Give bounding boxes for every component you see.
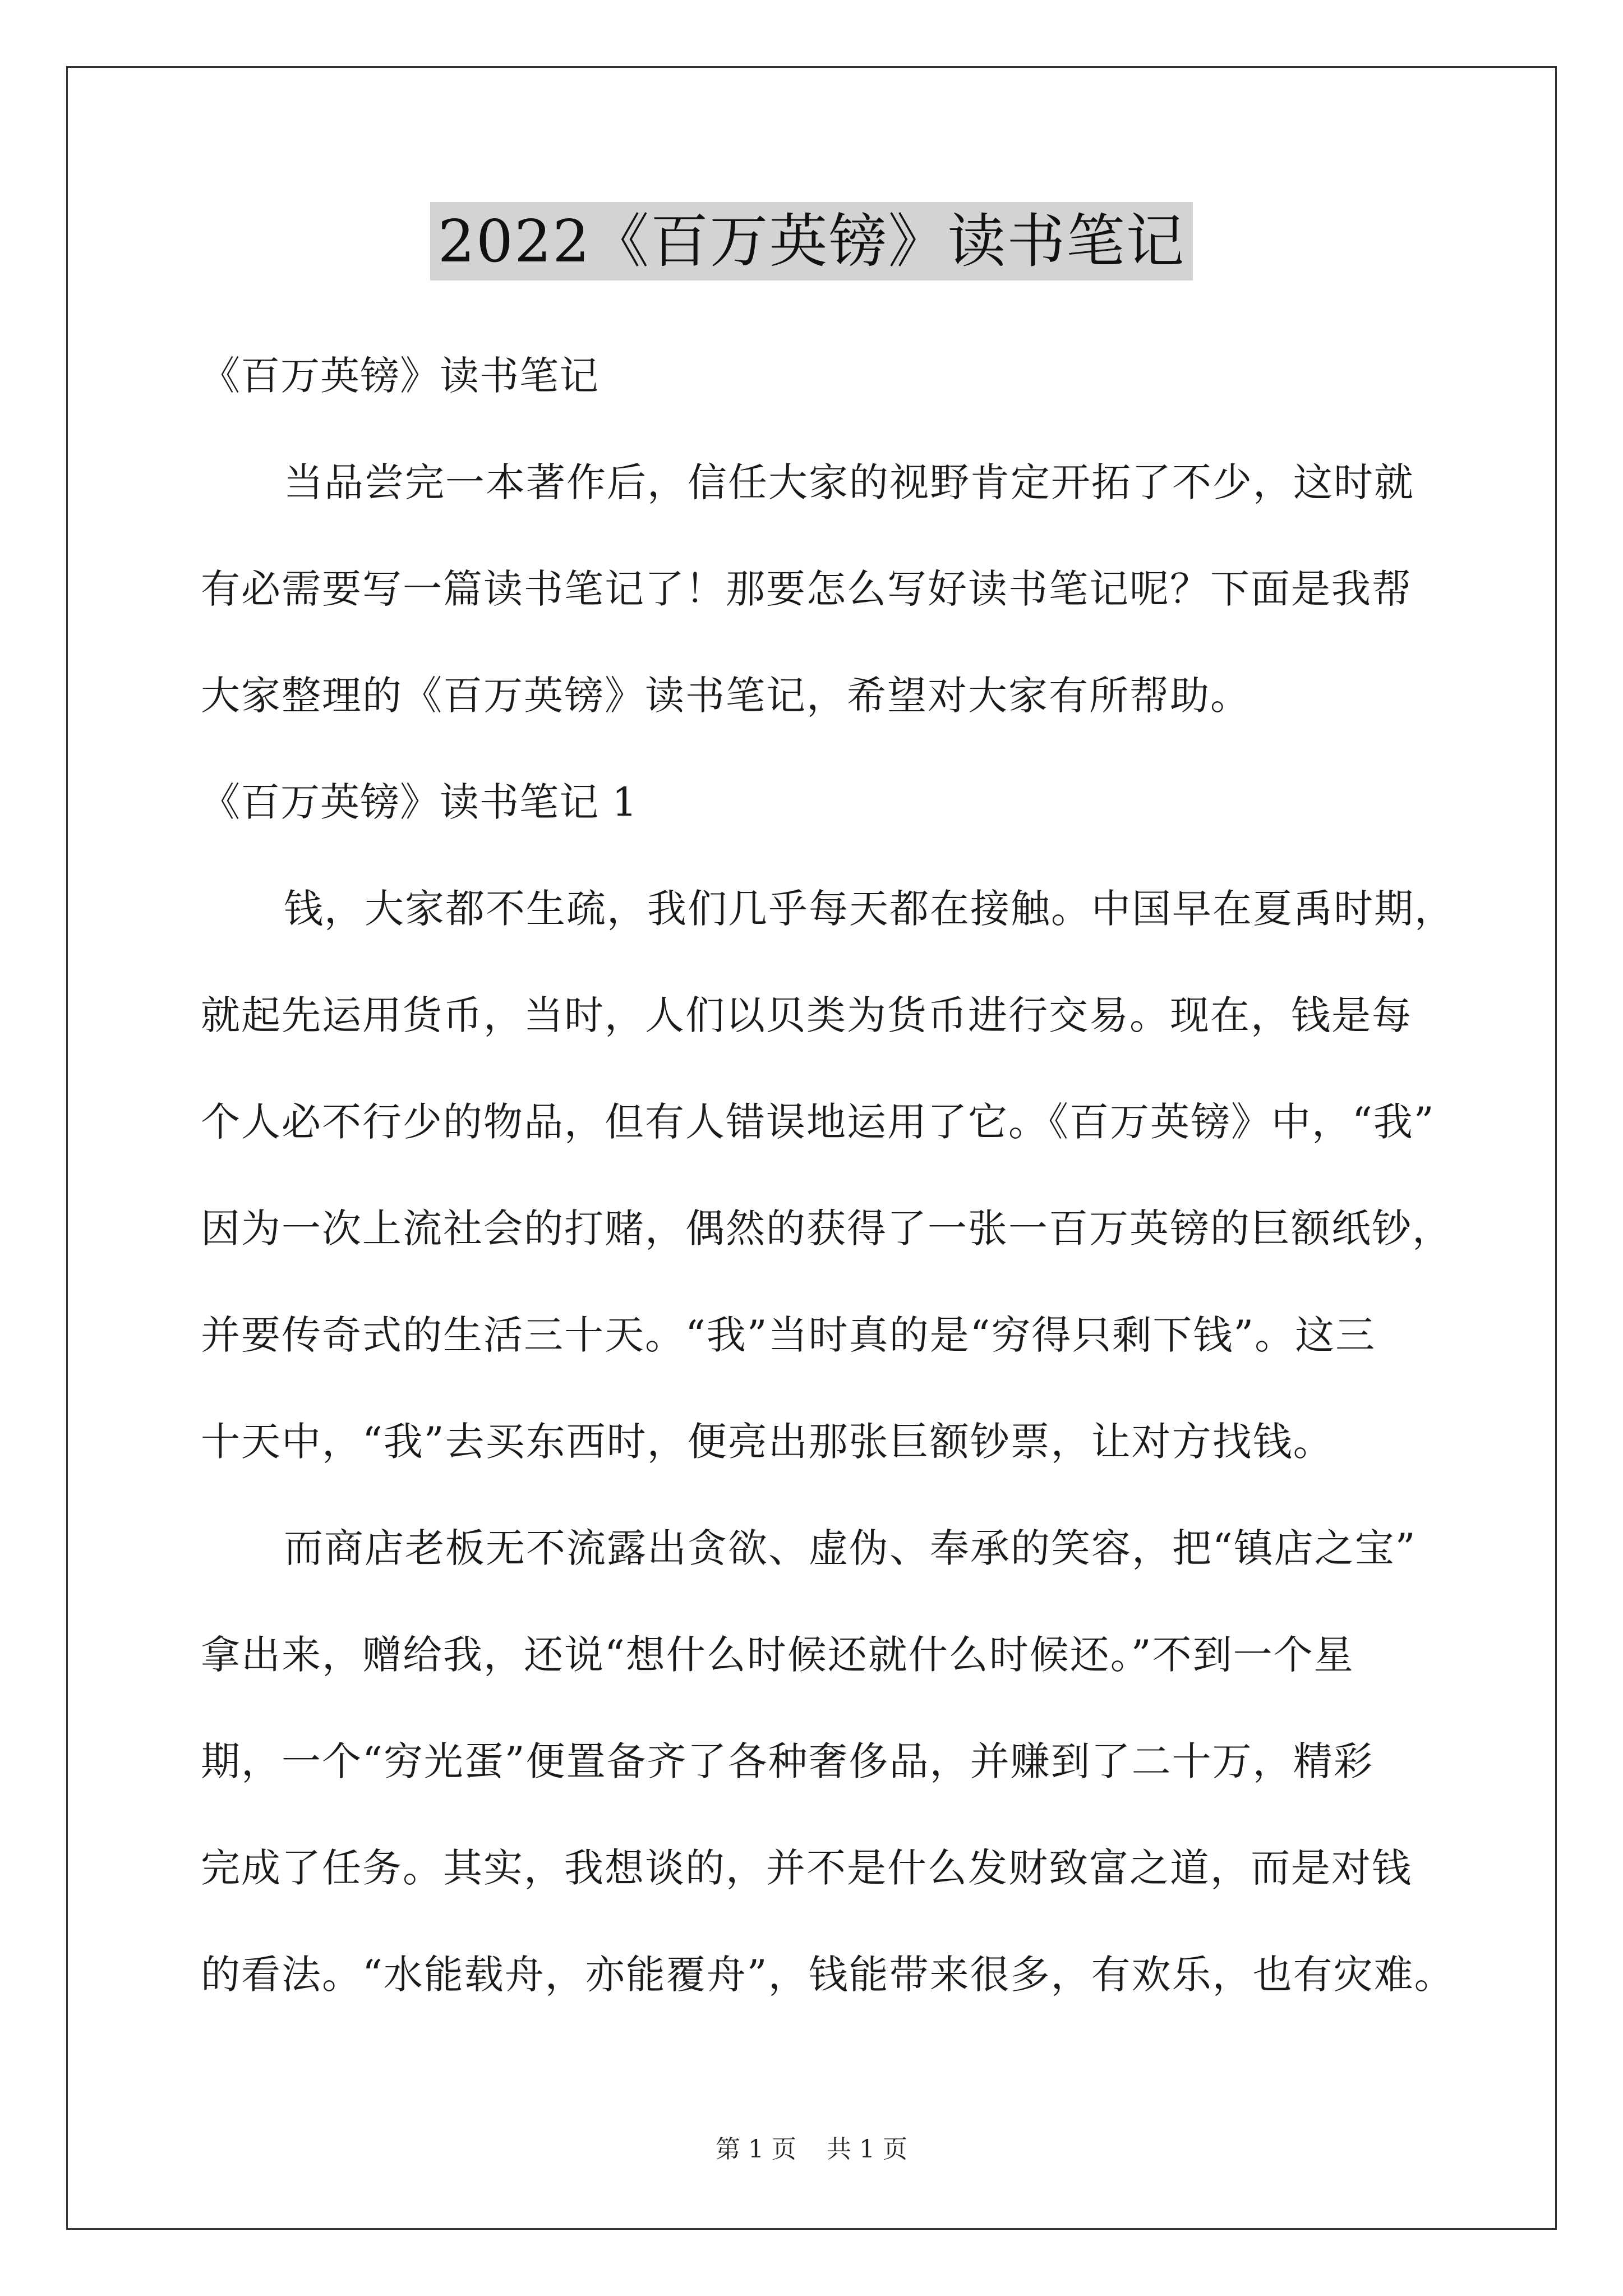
document-subtitle: 《百万英镑》读书笔记 bbox=[201, 353, 599, 399]
page-number: 第 1 页 bbox=[716, 2135, 796, 2164]
paragraph-line: 钱，大家都不生疏，我们几乎每天都在接触。中国早在夏禹时期， bbox=[284, 886, 1455, 932]
paragraph-line: 个人必不行少的物品，但有人错误地运用了它。《百万英镑》中，“我” bbox=[201, 1099, 1435, 1145]
page-total: 共 1 页 bbox=[827, 2135, 907, 2164]
document-title: 2022《百万英镑》读书笔记 bbox=[430, 202, 1193, 280]
intro-paragraph bbox=[201, 429, 1435, 749]
paragraph-line: 的看法。“水能载舟，亦能覆舟”，钱能带来很多，有欢乐，也有灾难。 bbox=[201, 1952, 1455, 1998]
paragraph-line: 完成了任务。其实，我想谈的，并不是什么发财致富之道，而是对钱 bbox=[201, 1845, 1412, 1891]
page-footer bbox=[0, 2129, 1623, 2165]
paragraph-line: 期，一个“穷光蛋”便置备齐了各种奢侈品，并赚到了二十万，精彩 bbox=[201, 1738, 1374, 1784]
paragraph-line: 大家整理的《百万英镑》读书笔记，希望对大家有所帮助。 bbox=[201, 673, 1251, 719]
paragraph-line: 就起先运用货币，当时，人们以贝类为货币进行交易。现在，钱是每 bbox=[201, 992, 1412, 1038]
paragraph-line: 因为一次上流社会的打赌，偶然的获得了一张一百万英镑的巨额纸钞， bbox=[201, 1205, 1453, 1251]
paragraph-1 bbox=[201, 855, 1455, 1495]
paragraph-line: 拿出来，赠给我，还说“想什么时候还就什么时候还。”不到一个星 bbox=[201, 1632, 1354, 1678]
paragraph-line: 并要传奇式的生活三十天。“我”当时真的是“穷得只剩下钱”。这三 bbox=[201, 1312, 1376, 1358]
section-heading: 《百万英镑》读书笔记 1 bbox=[201, 779, 638, 825]
title-container bbox=[0, 202, 1623, 280]
paragraph-line: 十天中，“我”去买东西时，便亮出那张巨额钞票，让对方找钱。 bbox=[201, 1419, 1334, 1465]
paragraph-2 bbox=[201, 1495, 1455, 2028]
document-body bbox=[201, 323, 1455, 2028]
paragraph-line: 当品尝完一本著作后，信任大家的视野肯定开拓了不少，这时就 bbox=[284, 459, 1414, 505]
paragraph-line: 而商店老板无不流露出贪欲、虚伪、奉承的笑容，把“镇店之宝” bbox=[284, 1525, 1417, 1571]
paragraph-line: 有必需要写一篇读书笔记了！那要怎么写好读书笔记呢？下面是我帮 bbox=[201, 566, 1412, 612]
